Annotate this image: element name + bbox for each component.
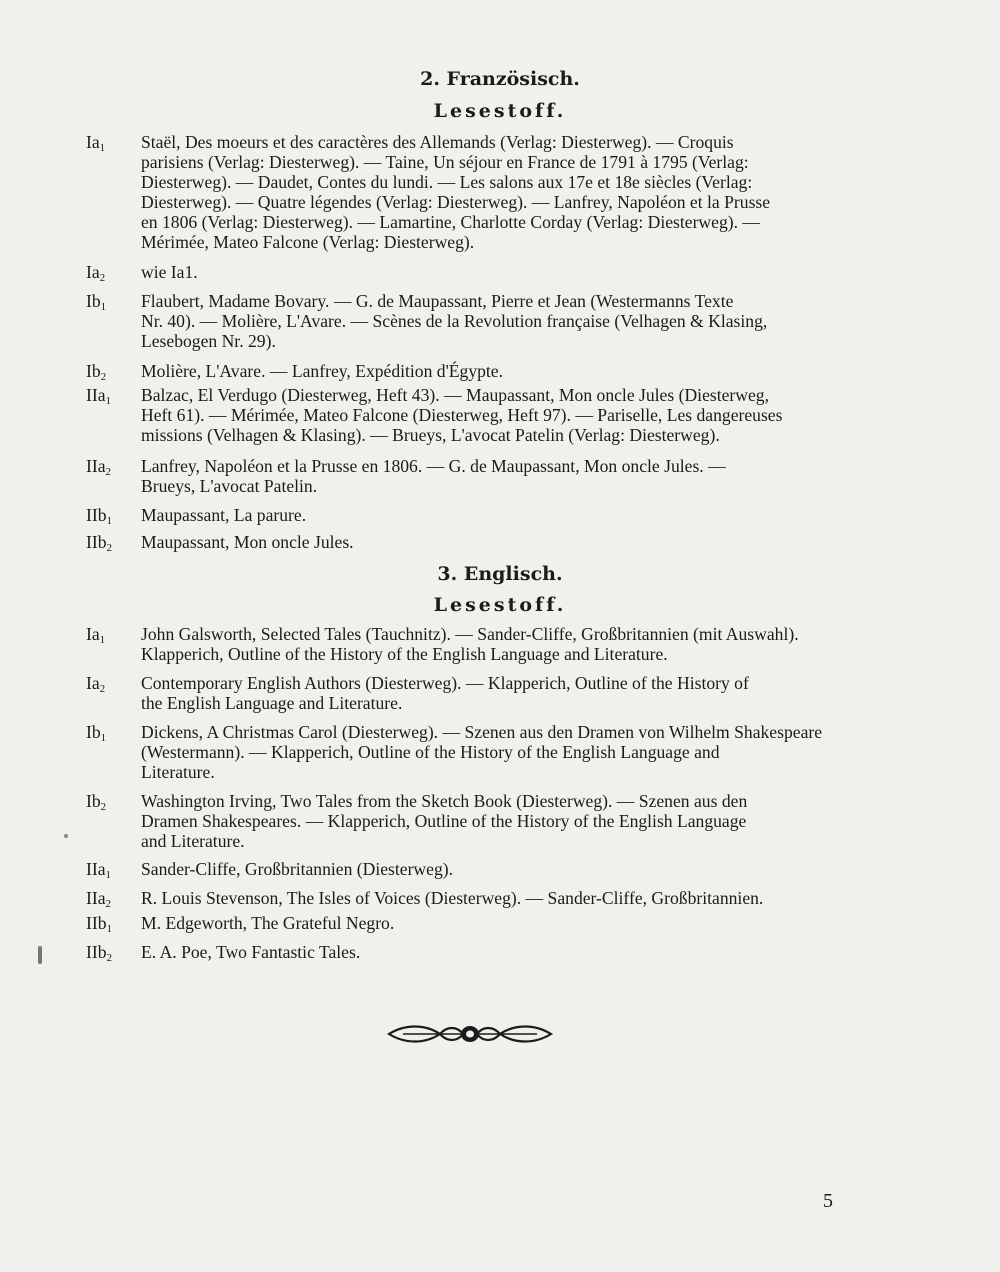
reading-text <box>141 888 849 908</box>
text-line: Diesterweg). — Daudet, Contes du lundi. — Les salons aux 17e et 18e siècles (Verlag: <box>141 172 753 192</box>
text-line: E. A. Poe, Two Fantastic Tales. <box>141 942 361 962</box>
page-number: 5 <box>823 1190 833 1212</box>
margin-mark <box>38 946 42 964</box>
text-line: Brueys, L'avocat Patelin. <box>141 476 318 496</box>
text-line: Lanfrey, Napoléon et la Prusse en 1806. — G. de Maupassant, Mon oncle Jules. — <box>141 456 726 476</box>
reading-text <box>141 291 849 351</box>
text-line: the English Language and Literature. <box>141 693 403 713</box>
class-label: $Ia_2$ <box>86 262 106 284</box>
class-label: IIb$_2$ <box>86 942 113 964</box>
reading-text <box>141 385 849 445</box>
class-label: IIa$_1$ <box>86 385 112 407</box>
text-line: Mérimée, Mateo Falcone (Verlag: Diesterweg). <box>141 232 475 252</box>
reading-text <box>141 673 849 713</box>
text-line: Contemporary English Authors (Diesterweg). — Klapperich, Outline of the History of <box>141 673 749 693</box>
text-line: Maupassant, La parure. <box>141 505 307 525</box>
class-label: $Ia_2$ <box>86 673 106 695</box>
class-label: $Ib_1$ <box>86 722 107 744</box>
text-line: (Westermann). — Klapperich, Outline of the History of the English Language and <box>141 742 720 762</box>
text-line: Klapperich, Outline of the History of the English Language and Literature. <box>141 644 668 664</box>
reading-text <box>141 262 849 282</box>
class-label: IIb$_2$ <box>86 532 113 554</box>
text-line: Sander-Cliffe, Großbritannien (Diesterweg). <box>141 859 453 879</box>
text-line: Staël, Des moeurs et des caractères des Allemands (Verlag: Diesterweg). — Croquis <box>141 132 734 152</box>
class-label: $Ib_2$ <box>86 361 107 383</box>
reading-text <box>141 361 849 381</box>
section-title-english: 3. Englisch. <box>437 563 563 585</box>
class-label: $Ib_2$ <box>86 791 107 813</box>
text-line: missions (Velhagen & Klasing). — Brueys, L'avocat Patelin (Verlag: Diesterweg). <box>141 425 720 445</box>
ornament-divider <box>385 1020 555 1048</box>
reading-text <box>141 859 849 879</box>
reading-text <box>141 722 849 782</box>
class-label: IIb$_1$ <box>86 505 113 527</box>
reading-text <box>141 532 849 552</box>
text-line: Nr. 40). — Molière, L'Avare. — Scènes de la Revolution française (Velhagen & Klasing, <box>141 311 768 331</box>
class-label: IIa$_1$ <box>86 859 112 881</box>
text-line: and Literature. <box>141 831 245 851</box>
reading-text <box>141 505 849 525</box>
section-subtitle-french: Lesestoff. <box>433 100 567 122</box>
text-line: parisiens (Verlag: Diesterweg). — Taine, Un séjour en France de 1791 à 1795 (Verlag: <box>141 152 749 172</box>
text-line: Balzac, El Verdugo (Diesterweg, Heft 43). — Maupassant, Mon oncle Jules (Diesterweg, <box>141 385 769 405</box>
class-label: IIa$_2$ <box>86 888 112 910</box>
text-line: John Galsworth, Selected Tales (Tauchnitz). — Sander-Cliffe, Großbritannien (mit Auswahl). <box>141 624 799 644</box>
class-label: IIa$_2$ <box>86 456 112 478</box>
text-line: Dramen Shakespeares. — Klapperich, Outline of the History of the English Language <box>141 811 747 831</box>
text-line: Lesebogen Nr. 29). <box>141 331 276 351</box>
text-line: Molière, L'Avare. — Lanfrey, Expédition d'Égypte. <box>141 361 504 381</box>
text-line: en 1806 (Verlag: Diesterweg). — Lamartine, Charlotte Corday (Verlag: Diesterweg). — <box>141 212 760 232</box>
class-label: $Ia_1$ <box>86 132 106 154</box>
text-line: Maupassant, Mon oncle Jules. <box>141 532 354 552</box>
reading-text <box>141 913 849 933</box>
text-line: M. Edgeworth, The Grateful Negro. <box>141 913 395 933</box>
section-title-french: 2. Französisch. <box>420 68 580 90</box>
text-line: wie Ia1. <box>141 262 198 282</box>
section-subtitle-english: Lesestoff. <box>433 594 567 616</box>
reading-text <box>141 942 849 962</box>
class-label: IIb$_1$ <box>86 913 113 935</box>
reading-text <box>141 791 849 851</box>
text-line: Flaubert, Madame Bovary. — G. de Maupassant, Pierre et Jean (Westermanns Texte <box>141 291 734 311</box>
class-label: $Ib_1$ <box>86 291 107 313</box>
reading-text <box>141 456 849 496</box>
text-line: Heft 61). — Mérimée, Mateo Falcone (Diesterweg, Heft 97). — Pariselle, Les dangereuses <box>141 405 783 425</box>
text-line: R. Louis Stevenson, The Isles of Voices (Diesterweg). — Sander-Cliffe, Großbritannien. <box>141 888 764 908</box>
text-line: Diesterweg). — Quatre légendes (Verlag: Diesterweg). — Lanfrey, Napoléon et la Prusse <box>141 192 771 212</box>
text-line: Literature. <box>141 762 215 782</box>
reading-text <box>141 132 849 252</box>
reading-text <box>141 624 849 664</box>
margin-dot <box>64 834 68 838</box>
text-line: Washington Irving, Two Tales from the Sketch Book (Diesterweg). — Szenen aus den <box>141 791 748 811</box>
class-label: $Ia_1$ <box>86 624 106 646</box>
text-line: Dickens, A Christmas Carol (Diesterweg). — Szenen aus den Dramen von Wilhelm Shakespeare <box>141 722 823 742</box>
